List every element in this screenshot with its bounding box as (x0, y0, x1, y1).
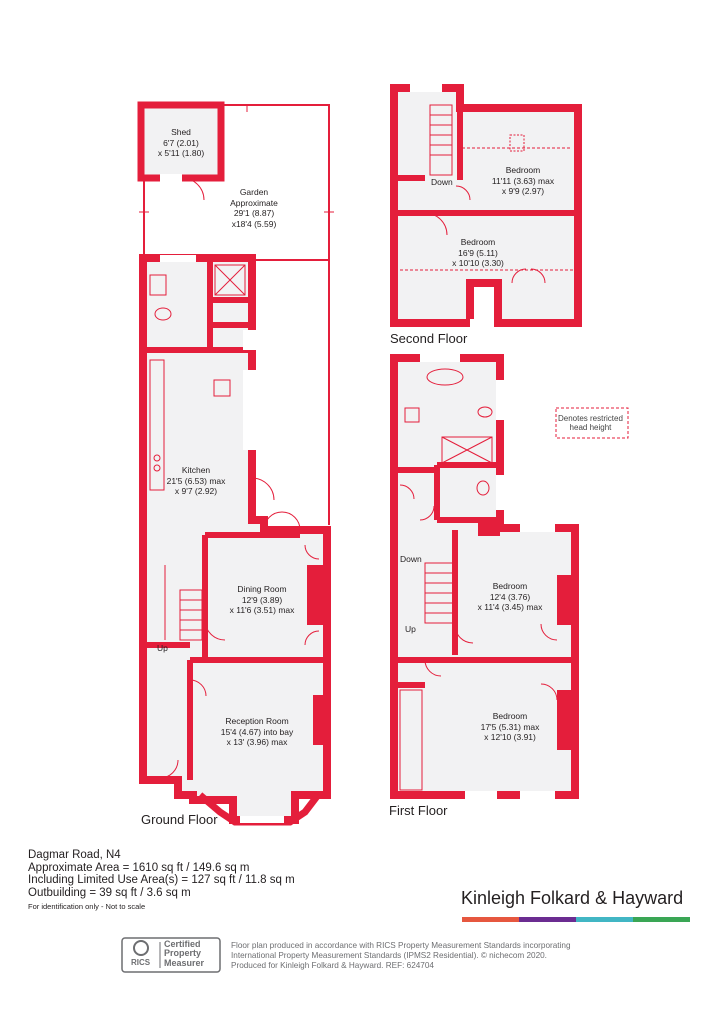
ground-stairs-up-label: Up (157, 643, 168, 653)
rics-logo-text: RICS (131, 958, 151, 967)
address: Dagmar Road, N4 (28, 849, 121, 861)
brand-bar-2 (519, 917, 576, 922)
kitchen-label: Kitchen 21'5 (6.53) max x 9'7 (2.92) (166, 465, 226, 496)
first-stairs-up-label: Up (405, 624, 416, 634)
approximate-area: Approximate Area = 1610 sq ft / 149.6 sq m (28, 861, 250, 874)
disclaimer-text: Floor plan produced in accordance with RICS Property Measurement Standards incorporating International Property Measurement Standards (IPMS2 Residential). © nichecom 2020. Produced for Kinleigh Folkard & Hayward. REF: 624704 (231, 941, 571, 971)
brand-bar-4 (633, 917, 690, 922)
restricted-head-height-legend-text: Denotes restricted head height (558, 414, 623, 432)
property-info (28, 849, 295, 914)
reception-room-label: Reception Room 15'4 (4.67) into bay x 13' (3.96) max (220, 716, 294, 747)
second-stairs-down-label: Down (431, 177, 453, 187)
first-floor-title: First Floor (389, 803, 448, 818)
agent-brand-name: Kinleigh Folkard & Hayward (461, 888, 684, 908)
certified-property-measurer: Certified Property Measurer (164, 939, 205, 968)
second-floor-title: Second Floor (390, 331, 468, 346)
brand-bar-1 (462, 917, 519, 922)
ground-floor-title: Ground Floor (141, 812, 218, 827)
identification-note: For identification only - Not to scale (28, 902, 146, 912)
first-stairs-down-label: Down (400, 554, 422, 564)
limited-use-area: Including Limited Use Area(s) = 127 sq ft / 11.8 sq m (28, 874, 295, 887)
first-floor-bedroom-1-label: Bedroom 12'4 (3.76) x 11'4 (3.45) max (477, 581, 543, 612)
outbuilding-area: Outbuilding = 39 sq ft / 3.6 sq m (28, 886, 191, 899)
second-floor-bedroom-2-label: Bedroom 16'9 (5.11) x 10'10 (3.30) (452, 237, 504, 268)
shed-label: Shed 6'7 (2.01) x 5'11 (1.80) (157, 127, 205, 158)
first-floor-bedroom-2-label: Bedroom 17'5 (5.31) max x 12'10 (3.91) (480, 711, 540, 742)
garden-label: Garden Approximate 29'1 (8.87) x18'4 (5.59) (230, 187, 278, 229)
dining-room-label: Dining Room 12'9 (3.89) x 11'6 (3.51) max (229, 584, 295, 615)
brand-bar-3 (576, 917, 633, 922)
second-floor-plan (394, 84, 578, 327)
second-floor-bedroom-1-label: Bedroom 11'11 (3.63) max x 9'9 (2.97) (491, 165, 555, 196)
